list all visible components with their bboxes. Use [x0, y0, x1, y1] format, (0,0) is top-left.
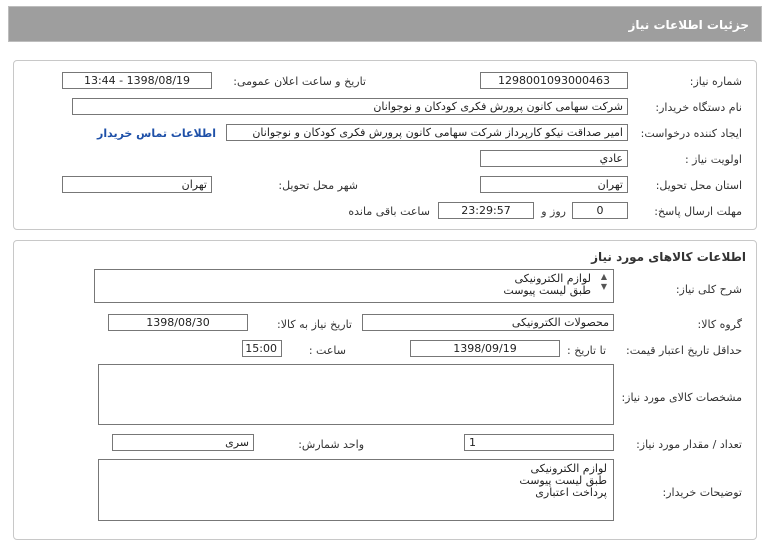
- until-date-label: تا تاریخ :: [567, 344, 606, 357]
- need-number-label: شماره نیاز:: [689, 75, 742, 88]
- creator-field[interactable]: امیر صداقت نیکو کارپرداز شرکت سهامی کانون پرورش فکری کودکان و نوجوانان: [226, 124, 628, 141]
- announce-date-field[interactable]: 1398/08/19 - 13:44: [62, 72, 212, 89]
- description-line: طبق لیست پیوست: [503, 284, 591, 297]
- days-label: روز و: [541, 205, 566, 218]
- price-validity-label: حداقل تاریخ اعتبار قیمت:: [626, 344, 742, 357]
- province-field[interactable]: تهران: [480, 176, 628, 193]
- description-label: شرح کلی نیاز:: [675, 283, 742, 296]
- buyer-org-field[interactable]: شرکت سهامی کانون پرورش فکری کودکان و نوجوانان: [72, 98, 628, 115]
- remaining-label: ساعت باقی مانده: [348, 205, 430, 218]
- general-info-panel: [13, 60, 757, 230]
- city-field[interactable]: تهران: [62, 176, 212, 193]
- description-field[interactable]: [94, 269, 614, 303]
- time-remaining-field[interactable]: 23:29:57: [438, 202, 534, 219]
- scroll-down-icon[interactable]: ▼: [600, 282, 608, 291]
- buyer-notes-line: طبق لیست پیوست: [519, 474, 607, 487]
- unit-label: واحد شمارش:: [298, 438, 364, 451]
- scroll-up-icon[interactable]: ▲: [600, 272, 608, 281]
- specs-field[interactable]: [98, 364, 614, 425]
- quantity-label: تعداد / مقدار مورد نیاز:: [636, 438, 742, 451]
- priority-label: اولویت نیاز :: [684, 153, 742, 166]
- specs-label: مشخصات کالای مورد نیاز:: [621, 391, 742, 404]
- buyer-org-label: نام دستگاه خریدار:: [655, 101, 742, 114]
- need-number-field[interactable]: 1298001093000463: [480, 72, 628, 89]
- buyer-notes-line: لوازم الکترونیکی: [530, 462, 607, 475]
- need-date-field[interactable]: 1398/08/30: [108, 314, 248, 331]
- description-line: لوازم الکترونیکی: [514, 272, 591, 285]
- goods-section-title: اطلاعات کالاهای مورد نیاز: [591, 250, 746, 264]
- page-title: جزئيات اطلاعات نياز: [628, 18, 749, 32]
- validity-time-field[interactable]: 15:00: [242, 340, 282, 357]
- validity-time-label: ساعت :: [308, 344, 346, 357]
- city-label: شهر محل تحویل:: [278, 179, 358, 192]
- quantity-field[interactable]: 1: [464, 434, 614, 451]
- page-header: [8, 6, 762, 42]
- goods-info-panel: [13, 240, 757, 540]
- buyer-notes-line: پرداخت اعتباری: [535, 486, 607, 499]
- deadline-label: مهلت ارسال پاسخ:: [654, 205, 742, 218]
- until-date-field[interactable]: 1398/09/19: [410, 340, 560, 357]
- priority-field[interactable]: عادي: [480, 150, 628, 167]
- days-remaining-field[interactable]: 0: [572, 202, 628, 219]
- creator-label: ایجاد کننده درخواست:: [640, 127, 742, 140]
- goods-group-field[interactable]: محصولات الکترونیکی: [362, 314, 614, 331]
- province-label: استان محل تحویل:: [655, 179, 742, 192]
- buyer-notes-field[interactable]: [98, 459, 614, 521]
- need-date-label: تاریخ نیاز به کالا:: [277, 318, 352, 331]
- buyer-contact-link[interactable]: اطلاعات تماس خریدار: [96, 127, 216, 140]
- announce-date-label: تاریخ و ساعت اعلان عمومی:: [233, 75, 366, 88]
- goods-group-label: گروه کالا:: [697, 318, 742, 331]
- unit-field[interactable]: سری: [112, 434, 254, 451]
- buyer-notes-label: توضیحات خریدار:: [662, 486, 742, 499]
